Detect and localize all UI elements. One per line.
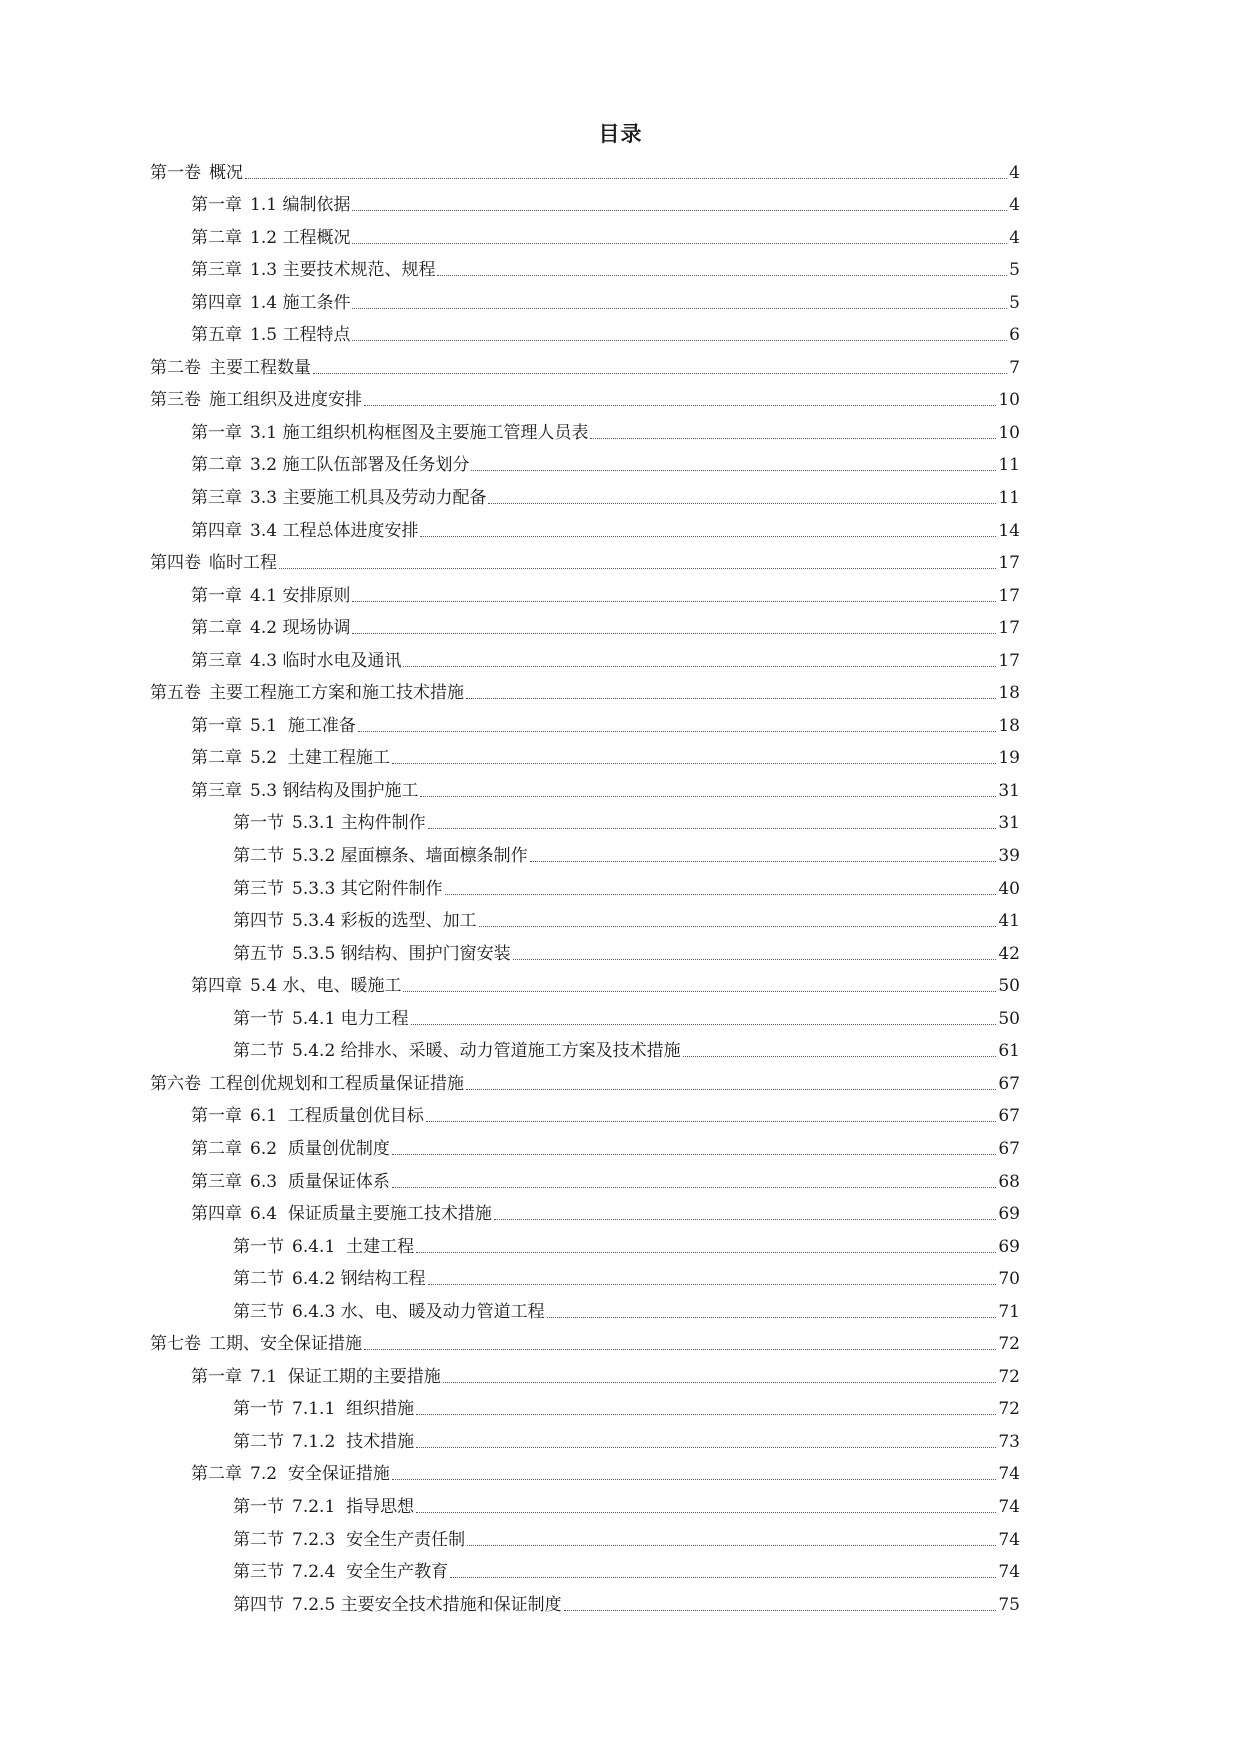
toc-entry-label: 第三章: [191, 1171, 242, 1192]
toc-entry-text: [233, 813, 426, 833]
toc-entry-label: 第二节: [233, 846, 284, 867]
toc-entry-title: 1.4 施工条件: [250, 292, 351, 313]
toc-entry-text: [191, 325, 350, 345]
toc-entry-text: [191, 781, 418, 801]
toc-page-number: 73: [998, 1431, 1020, 1452]
dot-leader: [245, 178, 1007, 179]
toc-entry-text: [191, 1172, 390, 1192]
toc-entry-title: 1.1 编制依据: [250, 195, 351, 216]
toc-entry-label: 第六卷: [150, 1073, 201, 1094]
toc-entry[interactable]: [191, 286, 1020, 319]
toc-entry-text: [233, 879, 443, 899]
toc-page-number: 6: [1009, 325, 1020, 346]
toc-entry-label: 第二节: [233, 1041, 284, 1062]
toc-entry[interactable]: [233, 1490, 1020, 1523]
toc-entry[interactable]: [191, 612, 1020, 645]
toc-entry-label: 第一章: [191, 1366, 242, 1387]
toc-page-number: 67: [998, 1138, 1020, 1159]
dot-leader: [416, 1414, 996, 1415]
toc-entry-label: 第一章: [191, 1106, 242, 1127]
toc-entry-text: [191, 293, 350, 313]
dot-leader: [450, 1577, 996, 1578]
dot-leader: [494, 1219, 997, 1220]
toc-entry-title: 7.1.2 技术措施: [292, 1431, 415, 1452]
dot-leader: [352, 308, 1007, 309]
dot-leader: [392, 1154, 997, 1155]
toc-page-number: 69: [998, 1236, 1020, 1257]
toc-entry[interactable]: [150, 384, 1020, 417]
toc-entry-text: [233, 1009, 409, 1029]
dot-leader: [443, 1382, 997, 1383]
toc-page-number: 19: [998, 748, 1020, 769]
toc-entry-text: [233, 1497, 414, 1517]
toc-entry-title: 4.3 临时水电及通讯: [250, 650, 402, 671]
toc-entry-label: 第三卷: [150, 390, 201, 411]
toc-entry-label: 第一章: [191, 585, 242, 606]
dot-leader: [313, 373, 1007, 374]
toc-page-number: 17: [998, 650, 1020, 671]
toc-entry-label: 第一节: [233, 813, 284, 834]
toc-entry-title: 5.3.4 彩板的选型、加工: [292, 911, 477, 932]
toc-entry-title: 3.4 工程总体进度安排: [250, 520, 419, 541]
toc-entry[interactable]: [150, 1328, 1020, 1361]
toc-entry-title: 5.3.3 其它附件制作: [292, 878, 443, 899]
toc-entry[interactable]: [233, 937, 1020, 970]
toc-page-number: 40: [998, 878, 1020, 899]
toc-entry[interactable]: [191, 1132, 1020, 1165]
toc-entry-text: [191, 651, 401, 671]
toc-entry[interactable]: [191, 970, 1020, 1003]
toc-page-number: 68: [998, 1171, 1020, 1192]
toc-page-number: 67: [998, 1073, 1020, 1094]
dot-leader: [358, 731, 997, 732]
toc-entry-text: [191, 716, 356, 736]
toc-page-number: 5: [1009, 260, 1020, 281]
toc-entry[interactable]: [191, 254, 1020, 287]
toc-entry[interactable]: [233, 839, 1020, 872]
toc-entry-title: 4.1 安排原则: [250, 585, 351, 606]
toc-entry-label: 第四章: [191, 1204, 242, 1225]
toc-page-number: 42: [998, 943, 1020, 964]
toc-entry[interactable]: [233, 1425, 1020, 1458]
toc-entry[interactable]: [150, 547, 1020, 580]
toc-page-number: 72: [998, 1366, 1020, 1387]
toc-page-number: 5: [1009, 292, 1020, 313]
toc-entry[interactable]: [191, 774, 1020, 807]
toc-entry-title: 施工组织及进度安排: [209, 390, 362, 411]
toc-entry-title: 5.4.2 给排水、采暖、动力管道施工方案及技术措施: [292, 1041, 681, 1062]
toc-entry[interactable]: [150, 156, 1020, 189]
toc-entry-label: 第四卷: [150, 553, 201, 574]
toc-entry-label: 第四节: [233, 1594, 284, 1615]
toc-entry[interactable]: [233, 1295, 1020, 1328]
toc-entry-text: [191, 260, 435, 280]
dot-leader: [590, 438, 996, 439]
toc-entry-label: 第三章: [191, 780, 242, 801]
toc-entry-text: [233, 1269, 426, 1289]
dot-leader: [488, 503, 996, 504]
dot-leader: [416, 1447, 996, 1448]
dot-leader: [428, 1284, 997, 1285]
toc-entry-text: [191, 1367, 441, 1387]
dot-leader: [683, 1056, 997, 1057]
toc-entry-title: 7.2.4 安全生产教育: [292, 1562, 449, 1583]
toc-entry-title: 5.3 钢结构及围护施工: [250, 780, 419, 801]
toc-entry-label: 第二节: [233, 1269, 284, 1290]
toc-entry-text: [233, 1562, 448, 1582]
toc-entry-title: 6.4 保证质量主要施工技术措施: [250, 1204, 492, 1225]
dot-leader: [466, 1089, 996, 1090]
dot-leader: [466, 698, 996, 699]
toc-entry-text: [233, 1237, 414, 1257]
dot-leader: [420, 536, 996, 537]
toc-entry[interactable]: [191, 1198, 1020, 1231]
dot-leader: [428, 828, 997, 829]
toc-entry-text: [233, 1595, 562, 1615]
toc-entry[interactable]: [233, 807, 1020, 840]
toc-page-number: 7: [1009, 357, 1020, 378]
toc-page-number: 74: [998, 1464, 1020, 1485]
dot-leader: [471, 470, 996, 471]
toc-entry-title: 5.4 水、电、暖施工: [250, 976, 402, 997]
toc-entry[interactable]: [191, 319, 1020, 352]
toc-entry-text: [233, 1041, 681, 1061]
dot-leader: [411, 1024, 997, 1025]
toc-page-number: 67: [998, 1106, 1020, 1127]
toc-entry-title: 工程创优规划和工程质量保证措施: [209, 1073, 464, 1094]
toc-entry-label: 第一章: [191, 422, 242, 443]
toc-entry-text: [191, 748, 390, 768]
dot-leader: [547, 1317, 997, 1318]
toc-entry-label: 第五节: [233, 943, 284, 964]
toc-entry-label: 第四章: [191, 976, 242, 997]
toc-entry-text: [191, 1464, 390, 1484]
toc-entry[interactable]: [191, 1360, 1020, 1393]
toc-page-number: 4: [1009, 227, 1020, 248]
toc-page-number: 72: [998, 1334, 1020, 1355]
toc-list: [0, 156, 1241, 1621]
toc-entry-label: 第四节: [233, 911, 284, 932]
toc-page-number: 10: [998, 422, 1020, 443]
toc-page-number: 74: [998, 1496, 1020, 1517]
toc-entry[interactable]: [233, 905, 1020, 938]
toc-entry-title: 7.2.1 指导思想: [292, 1496, 415, 1517]
toc-entry-title: 6.4.1 土建工程: [292, 1236, 415, 1257]
toc-entry-text: [233, 911, 477, 931]
toc-entry-label: 第七卷: [150, 1334, 201, 1355]
toc-entry[interactable]: [191, 221, 1020, 254]
page-title: 目录: [598, 122, 643, 146]
dot-leader: [445, 894, 997, 895]
toc-entry-title: 1.5 工程特点: [250, 325, 351, 346]
toc-entry-text: [150, 390, 362, 410]
toc-entry-label: 第二节: [233, 1529, 284, 1550]
toc-entry-text: [191, 1106, 424, 1126]
toc-page-number: 14: [998, 520, 1020, 541]
toc-entry[interactable]: [233, 1523, 1020, 1556]
dot-leader: [564, 1610, 997, 1611]
toc-page-number: 70: [998, 1269, 1020, 1290]
toc-entry-title: 5.3.2 屋面檩条、墙面檩条制作: [292, 846, 528, 867]
toc-entry-label: 第一卷: [150, 162, 201, 183]
toc-entry[interactable]: [191, 514, 1020, 547]
toc-page-number: 17: [998, 618, 1020, 639]
toc-page-number: 72: [998, 1399, 1020, 1420]
toc-entry-title: 5.4.1 电力工程: [292, 1008, 409, 1029]
toc-page-number: 18: [998, 715, 1020, 736]
dot-leader: [416, 1252, 996, 1253]
dot-leader: [426, 1121, 997, 1122]
toc-entry-label: 第二章: [191, 618, 242, 639]
toc-entry-label: 第三节: [233, 1562, 284, 1583]
toc-page-number: 4: [1009, 195, 1020, 216]
toc-page-number: 61: [998, 1041, 1020, 1062]
toc-page-number: 11: [998, 455, 1020, 476]
toc-entry[interactable]: [191, 481, 1020, 514]
toc-entry[interactable]: [191, 416, 1020, 449]
toc-entry-title: 5.3.5 钢结构、围护门窗安装: [292, 943, 511, 964]
toc-entry-text: [191, 455, 469, 475]
toc-entry-text: [191, 586, 350, 606]
dot-leader: [352, 210, 1007, 211]
dot-leader: [352, 601, 996, 602]
dot-leader: [352, 243, 1007, 244]
toc-entry-text: [150, 553, 277, 573]
toc-page-number: 69: [998, 1204, 1020, 1225]
toc-entry[interactable]: [233, 1035, 1020, 1068]
toc-entry-title: 6.1 工程质量创优目标: [250, 1106, 424, 1127]
toc-entry[interactable]: [233, 1263, 1020, 1296]
toc-entry-title: 1.3 主要技术规范、规程: [250, 260, 436, 281]
toc-entry[interactable]: [191, 1458, 1020, 1491]
dot-leader: [392, 763, 997, 764]
toc-entry-title: 临时工程: [209, 553, 277, 574]
dot-leader: [479, 926, 997, 927]
toc-entry-text: [191, 976, 401, 996]
toc-page-number: 31: [998, 780, 1020, 801]
toc-entry-text: [150, 358, 311, 378]
toc-entry-text: [191, 195, 350, 215]
toc-page-number: 17: [998, 585, 1020, 606]
toc-entry-text: [191, 1139, 390, 1159]
toc-entry-title: 工期、安全保证措施: [209, 1334, 362, 1355]
toc-entry-label: 第一章: [191, 195, 242, 216]
toc-entry-label: 第一节: [233, 1496, 284, 1517]
toc-entry-text: [233, 846, 528, 866]
toc-page-number: 71: [998, 1301, 1020, 1322]
toc-entry-text: [233, 1302, 545, 1322]
toc-entry-text: [233, 1432, 414, 1452]
toc-page-number: 50: [998, 976, 1020, 997]
toc-entry-text: [191, 618, 350, 638]
dot-leader: [416, 1512, 996, 1513]
toc-entry[interactable]: [233, 1556, 1020, 1589]
dot-leader: [279, 568, 996, 569]
dot-leader: [364, 405, 996, 406]
dot-leader: [513, 959, 997, 960]
dot-leader: [437, 275, 1007, 276]
toc-entry-label: 第三章: [191, 260, 242, 281]
toc-entry-title: 主要工程施工方案和施工技术措施: [209, 683, 464, 704]
toc-entry-label: 第三节: [233, 1301, 284, 1322]
toc-entry-label: 第三节: [233, 878, 284, 899]
toc-entry-text: [150, 1334, 362, 1354]
toc-entry-text: [191, 1204, 492, 1224]
toc-entry-label: 第二章: [191, 1138, 242, 1159]
toc-entry-text: [150, 683, 464, 703]
toc-entry[interactable]: [191, 709, 1020, 742]
toc-entry[interactable]: [233, 1002, 1020, 1035]
toc-entry-title: 6.2 质量创优制度: [250, 1138, 390, 1159]
toc-page-number: 11: [998, 488, 1020, 509]
toc-page-number: 31: [998, 813, 1020, 834]
toc-entry-title: 7.1.1 组织措施: [292, 1399, 415, 1420]
toc-entry-label: 第五章: [191, 325, 242, 346]
dot-leader: [530, 861, 997, 862]
toc-entry-title: 7.2 安全保证措施: [250, 1464, 390, 1485]
toc-entry-text: [233, 1530, 465, 1550]
toc-entry-title: 4.2 现场协调: [250, 618, 351, 639]
toc-entry-label: 第一节: [233, 1008, 284, 1029]
toc-entry-text: [150, 1074, 464, 1094]
toc-entry-title: 7.2.3 安全生产责任制: [292, 1529, 466, 1550]
toc-entry[interactable]: [150, 1067, 1020, 1100]
toc-entry-title: 6.4.2 钢结构工程: [292, 1269, 426, 1290]
toc-entry-title: 5.2 土建工程施工: [250, 748, 390, 769]
toc-entry[interactable]: [191, 579, 1020, 612]
dot-leader: [403, 991, 996, 992]
dot-leader: [467, 1545, 996, 1546]
toc-entry-label: 第二节: [233, 1431, 284, 1452]
toc-entry-label: 第二卷: [150, 357, 201, 378]
toc-entry[interactable]: [233, 1588, 1020, 1621]
toc-page-number: 17: [998, 553, 1020, 574]
toc-entry-label: 第五卷: [150, 683, 201, 704]
toc-entry-label: 第三章: [191, 650, 242, 671]
toc-entry[interactable]: [191, 1100, 1020, 1133]
dot-leader: [364, 1349, 996, 1350]
toc-entry-title: 3.1 施工组织机构框图及主要施工管理人员表: [250, 422, 589, 443]
toc-entry-label: 第二章: [191, 748, 242, 769]
toc-entry[interactable]: [233, 1230, 1020, 1263]
toc-entry-label: 第一章: [191, 715, 242, 736]
dot-leader: [420, 796, 996, 797]
toc-entry-title: 5.1 施工准备: [250, 715, 356, 736]
toc-entry-text: [191, 228, 350, 248]
toc-entry-title: 3.3 主要施工机具及劳动力配备: [250, 488, 487, 509]
toc-entry-text: [191, 488, 486, 508]
toc-entry-text: [191, 521, 418, 541]
dot-leader: [392, 1187, 997, 1188]
toc-entry[interactable]: [191, 449, 1020, 482]
dot-leader: [352, 340, 1007, 341]
toc-entry-label: 第一节: [233, 1399, 284, 1420]
toc-entry-label: 第二章: [191, 1464, 242, 1485]
toc-entry-label: 第二章: [191, 455, 242, 476]
toc-entry[interactable]: [191, 742, 1020, 775]
toc-entry[interactable]: [233, 872, 1020, 905]
toc-entry-label: 第二章: [191, 227, 242, 248]
toc-entry-text: [233, 1399, 414, 1419]
toc-entry-title: 6.4.3 水、电、暖及动力管道工程: [292, 1301, 545, 1322]
toc-entry-title: 3.2 施工队伍部署及任务划分: [250, 455, 470, 476]
toc-entry-text: [191, 423, 588, 443]
toc-entry-title: 概况: [209, 162, 243, 183]
toc-entry-label: 第一节: [233, 1236, 284, 1257]
toc-entry-title: 主要工程数量: [209, 357, 311, 378]
toc-entry-label: 第四章: [191, 292, 242, 313]
toc-entry-text: [233, 944, 511, 964]
toc-entry-title: 7.1 保证工期的主要措施: [250, 1366, 441, 1387]
toc-entry-title: 5.3.1 主构件制作: [292, 813, 426, 834]
toc-entry-text: [150, 163, 243, 183]
toc-page-number: 50: [998, 1008, 1020, 1029]
toc-page-number: 75: [998, 1594, 1020, 1615]
toc-entry-label: 第四章: [191, 520, 242, 541]
toc-entry-title: 6.3 质量保证体系: [250, 1171, 390, 1192]
toc-entry[interactable]: [191, 644, 1020, 677]
toc-entry[interactable]: [191, 189, 1020, 222]
toc-page-number: 74: [998, 1529, 1020, 1550]
toc-page-number: 18: [998, 683, 1020, 704]
toc-entry[interactable]: [233, 1393, 1020, 1426]
toc-page-number: 4: [1009, 162, 1020, 183]
toc-entry-title: 1.2 工程概况: [250, 227, 351, 248]
toc-entry[interactable]: [150, 677, 1020, 710]
dot-leader: [403, 666, 996, 667]
toc-page-number: 74: [998, 1562, 1020, 1583]
toc-entry-label: 第三章: [191, 488, 242, 509]
dot-leader: [392, 1479, 997, 1480]
toc-entry-title: 7.2.5 主要安全技术措施和保证制度: [292, 1594, 562, 1615]
toc-page-number: 10: [998, 390, 1020, 411]
toc-page-number: 41: [998, 911, 1020, 932]
toc-page-number: 39: [998, 846, 1020, 867]
toc-entry[interactable]: [150, 351, 1020, 384]
toc-entry[interactable]: [191, 1165, 1020, 1198]
dot-leader: [352, 633, 996, 634]
